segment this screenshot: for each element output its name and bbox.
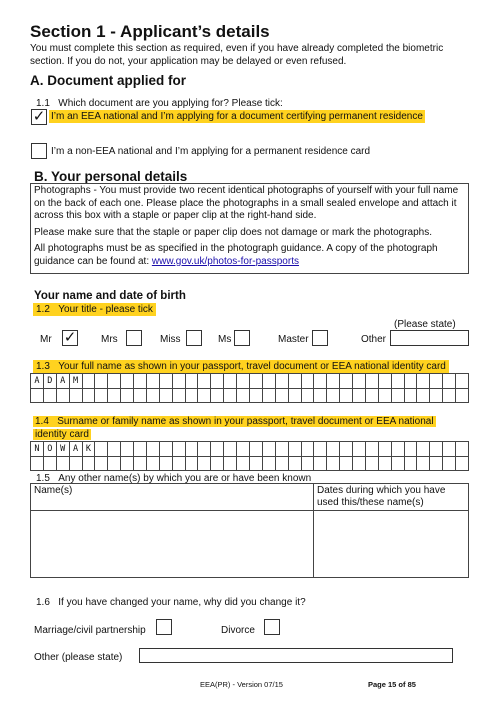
character-cell[interactable]	[263, 442, 276, 457]
tick-icon: ✓	[32, 108, 46, 125]
character-cell[interactable]	[224, 457, 237, 472]
character-cell[interactable]	[147, 389, 160, 404]
character-cell[interactable]	[353, 374, 366, 389]
character-cell[interactable]	[95, 442, 108, 457]
character-cell[interactable]	[353, 442, 366, 457]
character-cell[interactable]	[121, 389, 134, 404]
character-cell[interactable]: D	[44, 374, 57, 389]
character-cell[interactable]	[430, 457, 443, 472]
character-cell[interactable]	[456, 389, 469, 404]
question-text: Surname or family name as shown in your passport, travel document or EEA national identity card	[35, 416, 434, 440]
title-other-label: Other	[361, 334, 387, 345]
character-cell[interactable]	[302, 374, 315, 389]
character-cell[interactable]	[327, 389, 340, 404]
character-cell[interactable]	[95, 389, 108, 404]
photo-box	[30, 183, 469, 274]
character-cell[interactable]	[31, 457, 44, 472]
character-cell[interactable]	[366, 457, 379, 472]
character-cell[interactable]: A	[57, 374, 70, 389]
character-cell[interactable]	[340, 457, 353, 472]
character-cell[interactable]	[276, 457, 289, 472]
character-cell[interactable]	[31, 389, 44, 404]
question-text: Your title - please tick	[58, 304, 153, 315]
character-cell[interactable]	[186, 457, 199, 472]
character-cell[interactable]	[186, 389, 199, 404]
title-miss-checkbox[interactable]	[186, 330, 202, 346]
character-cell[interactable]	[263, 374, 276, 389]
character-cell[interactable]	[263, 457, 276, 472]
character-cell[interactable]	[173, 374, 186, 389]
character-cell[interactable]	[250, 442, 263, 457]
question-1-6	[36, 596, 306, 609]
character-cell[interactable]	[70, 457, 83, 472]
character-cell[interactable]	[95, 374, 108, 389]
names-column-header: Name(s)	[31, 484, 314, 511]
character-cell[interactable]	[211, 442, 224, 457]
title-mrs-checkbox[interactable]	[126, 330, 142, 346]
character-cell[interactable]	[108, 457, 121, 472]
character-cell[interactable]	[289, 442, 302, 457]
character-cell[interactable]	[198, 442, 211, 457]
character-cell[interactable]	[186, 442, 199, 457]
character-cell[interactable]	[366, 389, 379, 404]
question-number: 1.6	[36, 597, 50, 608]
marriage-label: Marriage/civil partnership	[34, 625, 146, 636]
character-cell[interactable]	[263, 389, 276, 404]
character-cell[interactable]	[70, 389, 83, 404]
doc-applied-heading: A. Document applied for	[30, 73, 187, 88]
character-cell[interactable]	[353, 457, 366, 472]
question-text: Your full name as shown in your passport, travel document or EEA national identity card	[58, 361, 446, 372]
character-cell[interactable]	[289, 389, 302, 404]
character-cell[interactable]: A	[31, 374, 44, 389]
character-cell[interactable]: O	[44, 442, 57, 457]
photo-guidance	[34, 243, 465, 268]
option-eea-permanent-checkbox[interactable]	[31, 109, 47, 125]
character-cell[interactable]	[392, 442, 405, 457]
character-cell[interactable]	[83, 389, 96, 404]
character-cell[interactable]	[276, 442, 289, 457]
character-cell[interactable]	[237, 374, 250, 389]
name-dob-heading: Your name and date of birth	[34, 290, 186, 302]
character-cell[interactable]	[134, 457, 147, 472]
title-other-input[interactable]	[390, 330, 469, 346]
title-master-label: Master	[278, 334, 309, 345]
character-cell[interactable]	[366, 374, 379, 389]
character-cell[interactable]	[121, 442, 134, 457]
title-mrs-label: Mrs	[101, 334, 118, 345]
character-cell[interactable]: A	[70, 442, 83, 457]
question-1-3	[33, 360, 449, 373]
character-cell[interactable]	[405, 374, 418, 389]
character-cell[interactable]	[224, 389, 237, 404]
full-name-grid[interactable]	[30, 373, 469, 403]
character-cell[interactable]	[237, 442, 250, 457]
title-master-checkbox[interactable]	[312, 330, 328, 346]
question-text: If you have changed your name, why did you change it?	[58, 597, 306, 608]
option-non-eea-label: I’m a non-EEA national and I’m applying for a permanent residence card	[51, 146, 371, 157]
option-eea-permanent-label: I’m an EEA national and I’m applying for a document certifying permanent residence	[51, 111, 423, 122]
character-cell[interactable]	[147, 374, 160, 389]
character-cell[interactable]: K	[83, 442, 96, 457]
question-1-4	[33, 415, 453, 441]
character-cell[interactable]	[276, 374, 289, 389]
title-mr-label: Mr	[40, 334, 52, 345]
character-cell[interactable]	[186, 374, 199, 389]
question-number: 1.3	[36, 361, 50, 372]
character-cell[interactable]	[237, 457, 250, 472]
character-cell[interactable]	[121, 374, 134, 389]
character-cell[interactable]	[57, 389, 70, 404]
character-cell[interactable]	[108, 442, 121, 457]
character-cell[interactable]	[250, 374, 263, 389]
character-cell[interactable]	[327, 374, 340, 389]
question-number: 1.2	[36, 304, 50, 315]
character-cell[interactable]	[340, 442, 353, 457]
character-cell[interactable]	[443, 374, 456, 389]
section-intro: You must complete this section as required, even if you have already completed the biometric section. If you do not, your application may be delayed or even refused.	[30, 43, 444, 67]
character-cell[interactable]	[211, 389, 224, 404]
option-non-eea-checkbox[interactable]	[31, 143, 47, 159]
character-cell[interactable]	[405, 457, 418, 472]
photo-instructions: Photographs - You must provide two recent identical photographs of yourself with your full name on the back of each one. Please place the photographs in a small sealed envelope and attach it across this box with a staple or paper clip at the right-hand side.	[34, 185, 459, 221]
character-cell[interactable]	[302, 442, 315, 457]
character-cell[interactable]	[379, 457, 392, 472]
character-cell[interactable]	[314, 389, 327, 404]
other-names-table	[30, 483, 469, 578]
title-miss-label: Miss	[160, 334, 181, 345]
character-cell[interactable]	[250, 457, 263, 472]
tick-icon: ✓	[63, 329, 77, 346]
character-cell[interactable]	[83, 374, 96, 389]
character-cell[interactable]	[289, 457, 302, 472]
character-cell[interactable]	[353, 389, 366, 404]
divorce-label: Divorce	[221, 625, 255, 636]
dates-input-cell[interactable]	[314, 511, 469, 578]
character-cell[interactable]	[456, 442, 469, 457]
marriage-checkbox[interactable]	[156, 619, 172, 635]
character-cell[interactable]	[430, 442, 443, 457]
character-cell[interactable]	[134, 374, 147, 389]
character-cell[interactable]	[276, 389, 289, 404]
character-cell[interactable]	[417, 442, 430, 457]
character-cell[interactable]	[211, 374, 224, 389]
photo-warning: Please make sure that the staple or paper clip does not damage or mark the photographs.	[34, 226, 433, 238]
dates-column-header: Dates during which you have used this/these name(s)	[314, 484, 469, 511]
character-cell[interactable]	[302, 389, 315, 404]
character-cell[interactable]	[224, 442, 237, 457]
character-cell[interactable]	[57, 457, 70, 472]
character-cell[interactable]	[198, 389, 211, 404]
character-cell[interactable]	[430, 389, 443, 404]
character-cell[interactable]	[417, 457, 430, 472]
character-cell[interactable]	[108, 374, 121, 389]
character-cell[interactable]	[147, 457, 160, 472]
character-cell[interactable]	[443, 389, 456, 404]
character-cell[interactable]: N	[31, 442, 44, 457]
character-cell[interactable]	[327, 457, 340, 472]
character-cell[interactable]	[160, 457, 173, 472]
character-cell[interactable]	[366, 442, 379, 457]
character-cell[interactable]	[237, 389, 250, 404]
photo-guidance-link[interactable]: www.gov.uk/photos-for-passports	[151, 255, 299, 267]
character-cell[interactable]	[160, 374, 173, 389]
character-cell[interactable]	[379, 389, 392, 404]
character-cell[interactable]	[160, 442, 173, 457]
character-cell[interactable]	[379, 442, 392, 457]
character-cell[interactable]: W	[57, 442, 70, 457]
character-cell[interactable]	[430, 374, 443, 389]
character-cell[interactable]	[314, 374, 327, 389]
character-cell[interactable]	[160, 389, 173, 404]
character-cell[interactable]	[443, 442, 456, 457]
names-input-cell[interactable]	[31, 511, 314, 578]
character-cell[interactable]	[250, 389, 263, 404]
character-cell[interactable]	[173, 457, 186, 472]
character-cell[interactable]	[198, 374, 211, 389]
section-title: Section 1 - Applicant’s details	[30, 22, 270, 41]
character-cell[interactable]	[417, 374, 430, 389]
character-cell[interactable]	[134, 389, 147, 404]
personal-details-heading: B. Your personal details	[34, 169, 188, 184]
question-1-1	[36, 97, 283, 110]
divorce-checkbox[interactable]	[264, 619, 280, 635]
other-reason-label: Other (please state)	[34, 652, 123, 663]
character-cell[interactable]	[456, 374, 469, 389]
character-cell[interactable]	[392, 374, 405, 389]
character-cell[interactable]	[379, 374, 392, 389]
character-cell[interactable]	[44, 457, 57, 472]
question-number: 1.4	[35, 416, 49, 427]
character-cell[interactable]	[134, 442, 147, 457]
character-cell[interactable]	[340, 389, 353, 404]
character-cell[interactable]	[173, 442, 186, 457]
question-text: Any other name(s) by which you are or have been known	[58, 473, 312, 484]
question-number: 1.5	[36, 473, 50, 484]
character-cell[interactable]	[456, 457, 469, 472]
footer-page-number: Page 15 of 85	[368, 680, 416, 689]
character-cell[interactable]	[95, 457, 108, 472]
question-number: 1.1	[36, 98, 50, 109]
character-cell[interactable]	[417, 389, 430, 404]
character-cell[interactable]	[314, 457, 327, 472]
character-cell[interactable]	[302, 457, 315, 472]
character-cell[interactable]	[211, 457, 224, 472]
other-reason-input[interactable]	[139, 648, 453, 663]
character-cell[interactable]	[121, 457, 134, 472]
character-cell[interactable]	[443, 457, 456, 472]
question-text: Which document are you applying for? Please tick:	[58, 98, 283, 109]
character-cell[interactable]	[314, 442, 327, 457]
question-1-2	[33, 303, 156, 316]
title-mr-checkbox[interactable]	[62, 330, 78, 346]
character-cell[interactable]	[147, 442, 160, 457]
footer-form-version: EEA(PR) - Version 07/15	[200, 680, 283, 689]
character-cell[interactable]	[173, 389, 186, 404]
character-cell[interactable]	[405, 442, 418, 457]
character-cell[interactable]	[44, 389, 57, 404]
title-ms-label: Ms	[218, 334, 232, 345]
character-cell[interactable]	[340, 374, 353, 389]
character-cell[interactable]	[224, 374, 237, 389]
character-cell[interactable]: M	[70, 374, 83, 389]
character-cell[interactable]	[392, 389, 405, 404]
character-cell[interactable]	[405, 389, 418, 404]
title-ms-checkbox[interactable]	[234, 330, 250, 346]
character-cell[interactable]	[392, 457, 405, 472]
character-cell[interactable]	[108, 389, 121, 404]
character-cell[interactable]	[83, 457, 96, 472]
character-cell[interactable]	[327, 442, 340, 457]
character-cell[interactable]	[289, 374, 302, 389]
please-state-label: (Please state)	[394, 319, 456, 330]
character-cell[interactable]	[198, 457, 211, 472]
photo-guidance-text: All photographs must be as specified in the photograph guidance. A copy of the photograph guidance can be found at:	[34, 243, 438, 267]
surname-grid[interactable]	[30, 441, 469, 471]
